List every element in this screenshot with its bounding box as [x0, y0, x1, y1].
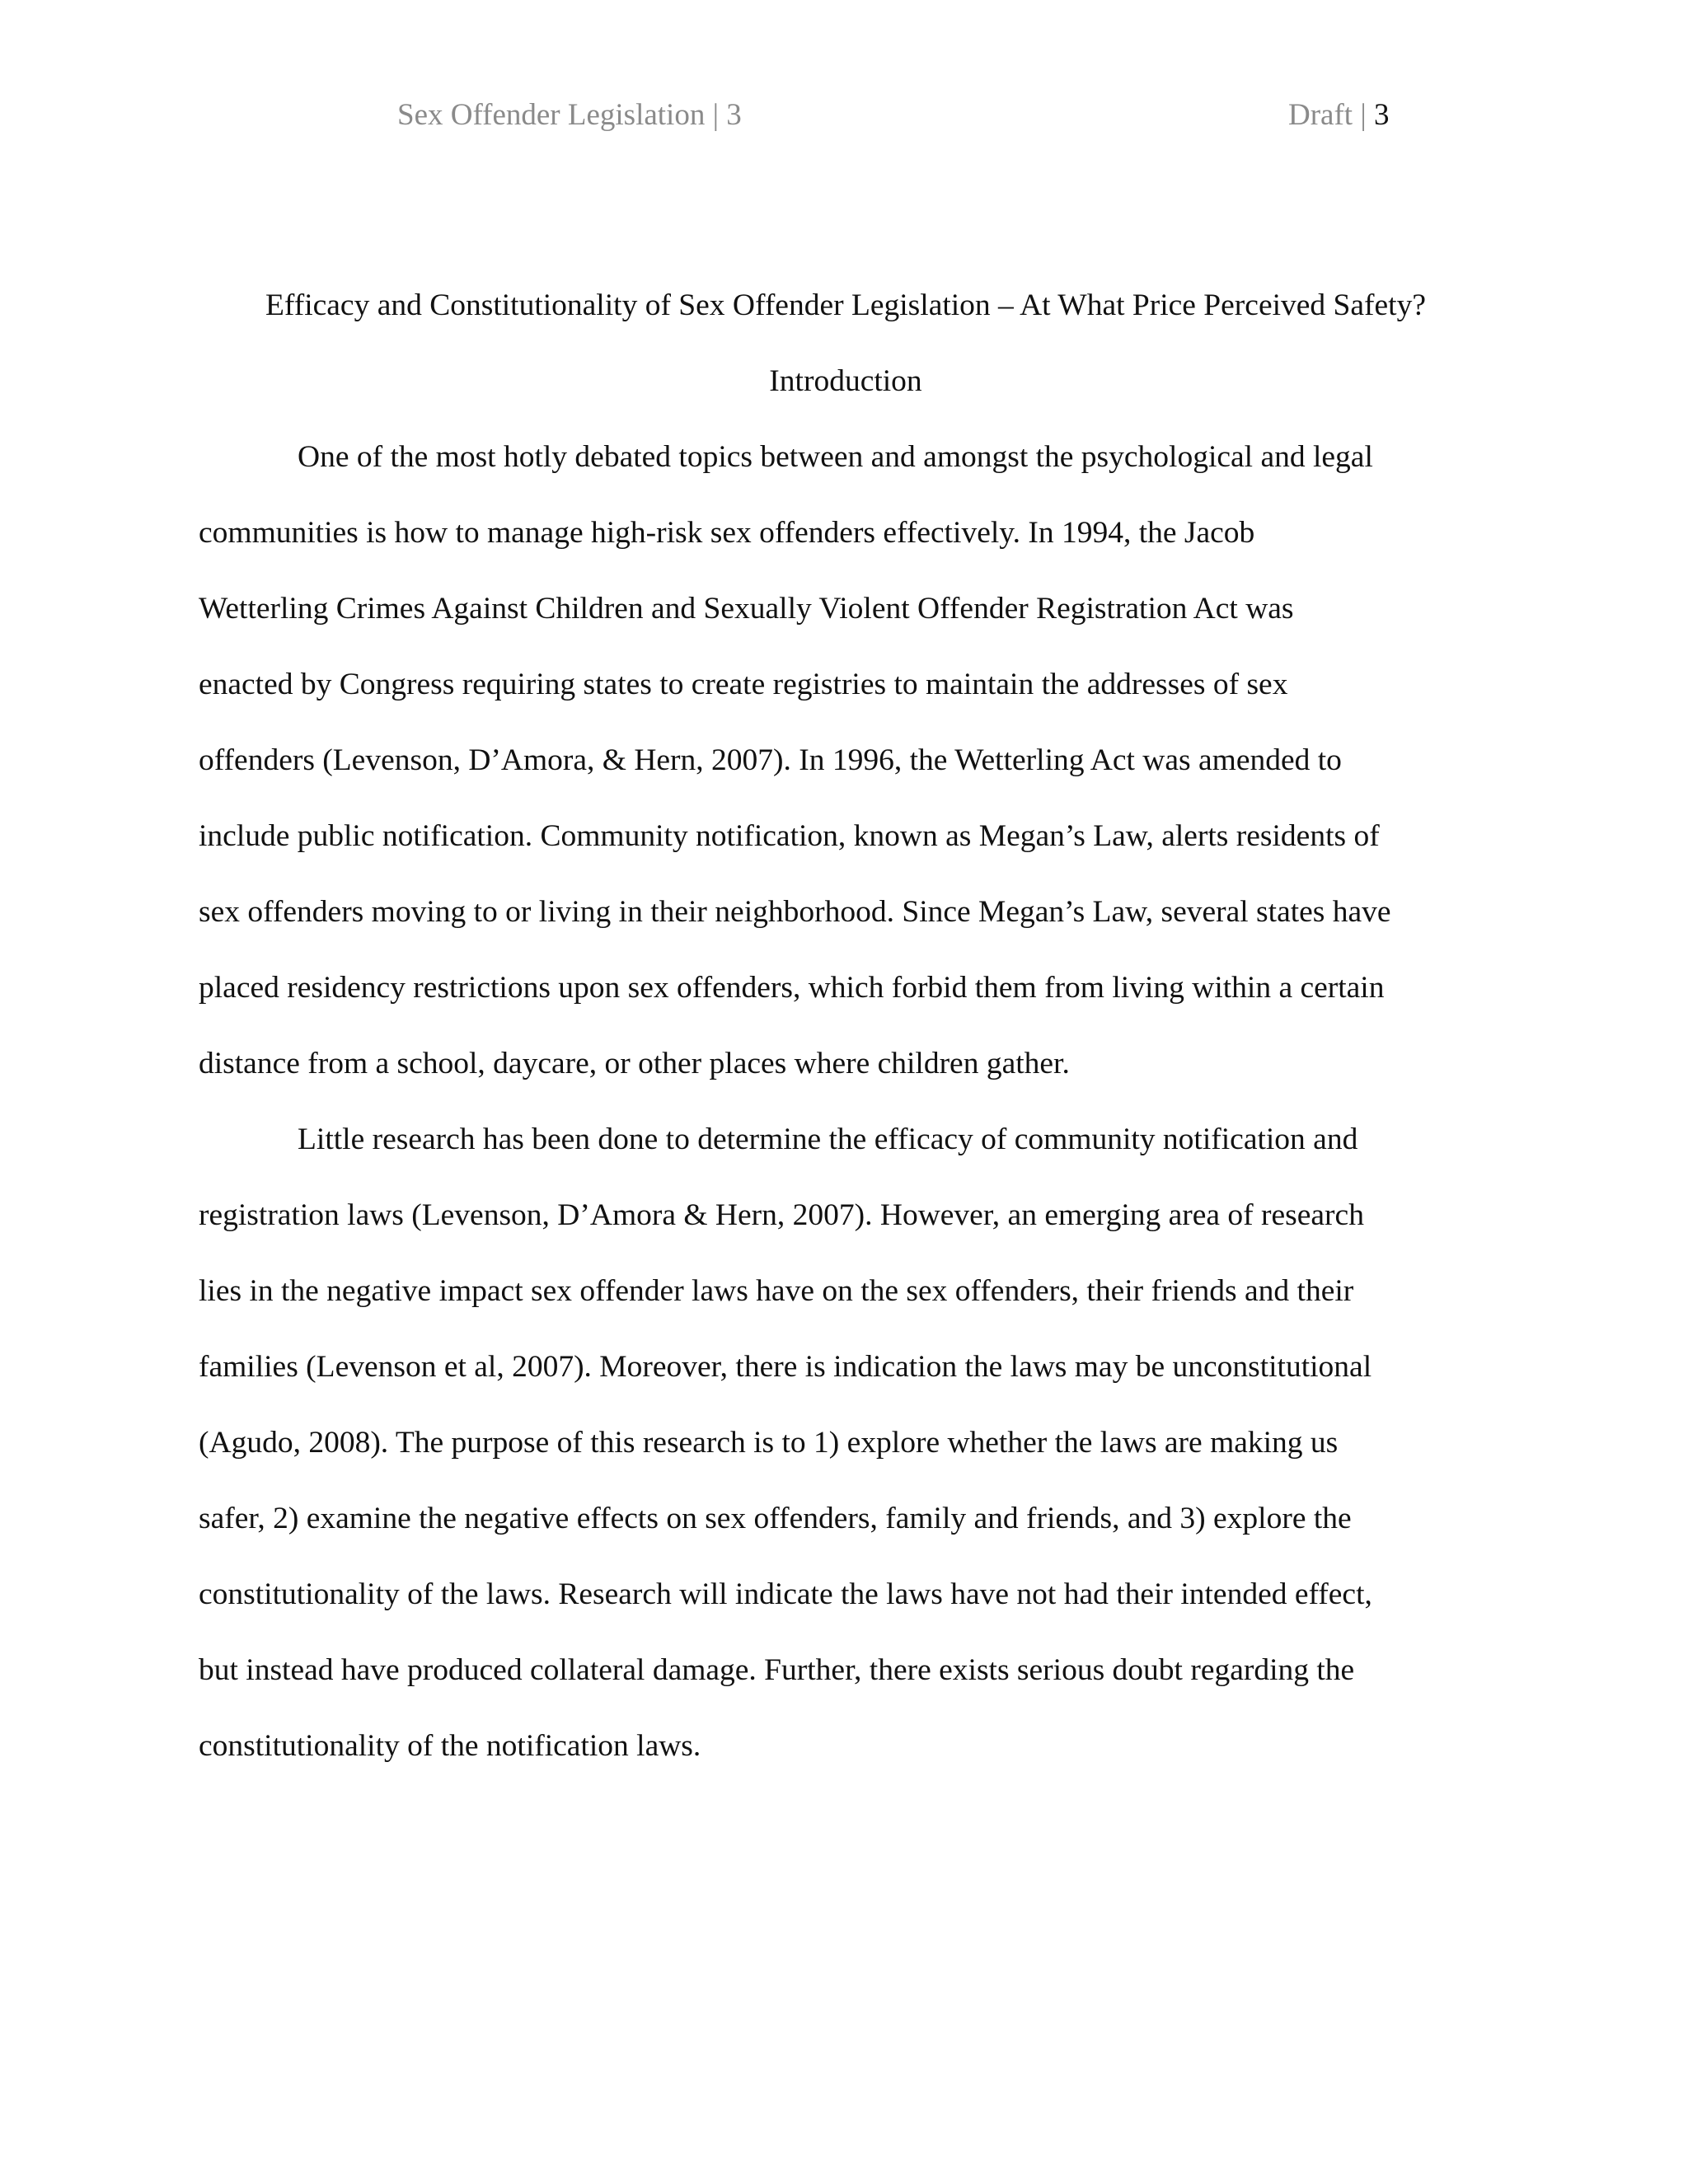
paragraph-2 — [199, 1102, 1493, 1784]
page-header — [0, 97, 1688, 138]
paragraph-line: lies in the negative impact sex offender laws have on the sex offenders, their friends and their — [199, 1274, 1354, 1308]
paragraph-line: One of the most hotly debated topics between and amongst the psychological and legal — [298, 440, 1373, 474]
paragraph-line: families (Levenson et al, 2007). Moreover, there is indication the laws may be unconstitutional — [199, 1350, 1372, 1384]
paragraph-line: registration laws (Levenson, D’Amora & Hern, 2007). However, an emerging area of research — [199, 1198, 1364, 1232]
paragraph-line: Little research has been done to determine the efficacy of community notification and — [298, 1122, 1358, 1156]
document-body — [199, 268, 1493, 1784]
page-number: 3 — [1374, 98, 1390, 132]
paragraph-line: placed residency restrictions upon sex offenders, which forbid them from living within a certain — [199, 971, 1385, 1005]
header-separator: | — [1353, 98, 1374, 132]
paragraph-line: enacted by Congress requiring states to create registries to maintain the addresses of sex — [199, 668, 1288, 701]
paragraph-line: but instead have produced collateral damage. Further, there exists serious doubt regarding the — [199, 1653, 1355, 1687]
paragraph-1 — [199, 419, 1493, 1102]
paragraph-line: distance from a school, daycare, or other places where children gather. — [199, 1047, 1070, 1080]
draft-page-indicator — [1288, 97, 1390, 133]
paragraph-line: offenders (Levenson, D’Amora, & Hern, 2007). In 1996, the Wetterling Act was amended to — [199, 743, 1342, 777]
paragraph-line: constitutionality of the notification laws. — [199, 1729, 701, 1763]
draft-label: Draft — [1288, 98, 1353, 132]
paragraph-line: Wetterling Crimes Against Children and Sexually Violent Offender Registration Act was — [199, 592, 1294, 626]
document-title: Efficacy and Constitutionality of Sex Offender Legislation – At What Price Perceived Safety? — [265, 288, 1426, 322]
section-heading: Introduction — [769, 364, 922, 398]
paragraph-line: (Agudo, 2008). The purpose of this research is to 1) explore whether the laws are making us — [199, 1426, 1339, 1460]
paragraph-line: constitutionality of the laws. Research will indicate the laws have not had their intended effect, — [199, 1577, 1372, 1611]
running-head: Sex Offender Legislation | 3 — [397, 98, 742, 132]
paragraph-line: sex offenders moving to or living in their neighborhood. Since Megan’s Law, several states have — [199, 895, 1391, 929]
paragraph-line: safer, 2) examine the negative effects on sex offenders, family and friends, and 3) explore the — [199, 1502, 1352, 1535]
paragraph-line: include public notification. Community notification, known as Megan’s Law, alerts residents of — [199, 819, 1380, 853]
paragraph-line: communities is how to manage high-risk sex offenders effectively. In 1994, the Jacob — [199, 516, 1255, 550]
